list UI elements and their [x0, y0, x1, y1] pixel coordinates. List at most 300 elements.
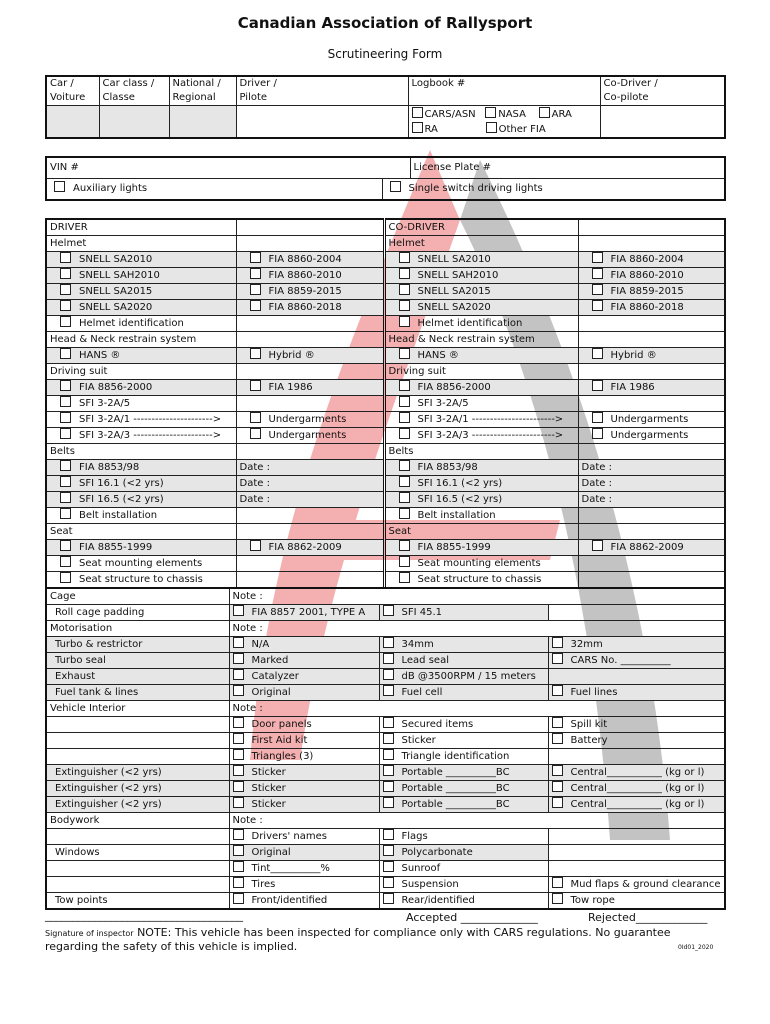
field-label: Portable __________BC: [401, 799, 510, 810]
door-panels-checkbox[interactable]: [233, 717, 244, 728]
field-label: Undergarments: [610, 414, 689, 425]
field-label: Drivers' names: [251, 831, 327, 842]
field-label: Other FIA: [498, 124, 546, 135]
table-cell: Helmet: [384, 236, 578, 252]
battery-checkbox[interactable]: [552, 733, 563, 744]
tint-checkbox[interactable]: [233, 861, 244, 872]
seat-mounting-checkbox[interactable]: [60, 556, 71, 567]
field-label: Original: [251, 687, 291, 698]
db-checkbox[interactable]: [383, 669, 394, 680]
table-cell: [382, 179, 725, 201]
front-identified-checkbox[interactable]: [233, 893, 244, 904]
field-label: Helmet identification: [417, 318, 523, 329]
table-cell: [46, 396, 236, 412]
field-label: FIA 8860-2010: [610, 270, 684, 281]
note-line-1: NOTE: This vehicle has been inspected for compliance only with CARS regulations. No guarantee: [137, 926, 671, 939]
table-cell: [229, 877, 379, 893]
table-cell: [384, 476, 578, 492]
co-sfi-161-checkbox[interactable]: [399, 476, 410, 487]
field-label: Flags: [401, 831, 428, 842]
vehicle-inspection-table: [45, 587, 726, 910]
table-cell: Driving suit: [46, 364, 236, 380]
co-snell-sah2010-checkbox[interactable]: [399, 268, 410, 279]
co-fia-8860-2010-checkbox[interactable]: [592, 268, 603, 279]
co-undergarments-checkbox-1[interactable]: [592, 412, 603, 423]
field-label: Sticker: [401, 735, 436, 746]
table-cell: Helmet: [46, 236, 236, 252]
field-label: FIA 8857 2001, TYPE A: [251, 607, 366, 618]
table-cell: [229, 765, 379, 781]
sfi-32a3-checkbox[interactable]: [60, 428, 71, 439]
table-cell: [578, 508, 725, 524]
table-cell: [236, 572, 384, 589]
table-cell: [384, 300, 578, 316]
field-label: Fuel lines: [570, 687, 618, 698]
field-label: Triangles (3): [251, 751, 314, 762]
snell-sa2015-checkbox[interactable]: [60, 284, 71, 295]
ext3-sticker-checkbox[interactable]: [233, 797, 244, 808]
table-cell: [46, 877, 229, 893]
tow-rope-checkbox[interactable]: [552, 893, 563, 904]
table-cell: [548, 893, 725, 910]
fia-8859-2015-checkbox[interactable]: [250, 284, 261, 295]
table-cell: Cage: [46, 588, 229, 605]
ext1-sticker-checkbox[interactable]: [233, 765, 244, 776]
snell-sah2010-checkbox[interactable]: [60, 268, 71, 279]
table-cell: [384, 412, 578, 428]
co-fia-8856-checkbox[interactable]: [399, 380, 410, 391]
field-label: 34mm: [401, 639, 434, 650]
field-label: Undergarments: [268, 430, 347, 441]
table-cell: [229, 605, 379, 621]
field-label: Portable __________BC: [401, 767, 510, 778]
co-fia-8860-2018-checkbox[interactable]: [592, 300, 603, 311]
sfi-32a5-checkbox[interactable]: [60, 396, 71, 407]
national-cell[interactable]: [169, 76, 236, 106]
fia-8853-checkbox[interactable]: [60, 460, 71, 471]
original-fuel-checkbox[interactable]: [233, 685, 244, 696]
polycarbonate-checkbox[interactable]: [383, 845, 394, 856]
fia-8860-2018-checkbox[interactable]: [250, 300, 261, 311]
table-cell: [379, 829, 548, 845]
table-cell: [578, 268, 725, 284]
field-label: Seat mounting elements: [417, 558, 541, 569]
co-hans-checkbox[interactable]: [399, 348, 410, 359]
drivers-names-checkbox[interactable]: [233, 829, 244, 840]
co-fia-8859-2015-checkbox[interactable]: [592, 284, 603, 295]
table-cell: [46, 749, 229, 765]
field-label: Co-pilote: [603, 92, 649, 103]
undergarments-checkbox-2[interactable]: [250, 428, 261, 439]
driver-cell[interactable]: [236, 76, 408, 106]
field-label: NASA: [498, 109, 526, 120]
field-label: FIA 8860-2004: [610, 254, 684, 265]
field-label: FIA 8860-2010: [268, 270, 342, 281]
secured-items-checkbox[interactable]: [383, 717, 394, 728]
nasa-checkbox[interactable]: [485, 107, 496, 118]
cars-asn-checkbox[interactable]: [412, 107, 423, 118]
field-label: SFI 16.1 (<2 yrs): [79, 478, 164, 489]
field-label: Original: [251, 847, 291, 858]
table-cell: [408, 106, 600, 139]
table-cell: Bodywork: [46, 813, 229, 829]
catalyzer-checkbox[interactable]: [233, 669, 244, 680]
table-cell: [46, 106, 99, 139]
table-cell: [384, 540, 578, 556]
co-helmet-id-checkbox[interactable]: [399, 316, 410, 327]
ext2-sticker-checkbox[interactable]: [233, 781, 244, 792]
table-cell: [600, 106, 725, 139]
table-cell: [229, 637, 379, 653]
ext1-central-checkbox[interactable]: [552, 765, 563, 776]
table-cell: [384, 556, 578, 572]
table-cell: [578, 348, 725, 364]
table-cell: [46, 348, 236, 364]
table-cell: [379, 637, 548, 653]
rear-identified-checkbox[interactable]: [383, 893, 394, 904]
ext2-portable-checkbox[interactable]: [383, 781, 394, 792]
field-label: Door panels: [251, 719, 312, 730]
sfi-165-checkbox[interactable]: [60, 492, 71, 503]
car-class-cell[interactable]: [99, 76, 169, 106]
table-cell: [236, 252, 384, 268]
table-cell: [229, 717, 379, 733]
table-cell: [578, 412, 725, 428]
table-cell: [236, 444, 384, 460]
helmet-id-checkbox[interactable]: [60, 316, 71, 327]
table-cell: [384, 396, 578, 412]
flags-checkbox[interactable]: [383, 829, 394, 840]
table-cell: [229, 669, 379, 685]
signature-label: Signature of inspector: [45, 929, 134, 938]
co-sfi-32a5-checkbox[interactable]: [399, 396, 410, 407]
field-label: First Aid kit: [251, 735, 308, 746]
field-label: FIA 8860-2004: [268, 254, 342, 265]
hans-checkbox[interactable]: [60, 348, 71, 359]
co-fia-8855-checkbox[interactable]: [399, 540, 410, 551]
spill-kit-checkbox[interactable]: [552, 717, 563, 728]
table-cell: [578, 332, 725, 348]
ext1-portable-checkbox[interactable]: [383, 765, 394, 776]
undergarments-checkbox-1[interactable]: [250, 412, 261, 423]
table-cell: [229, 749, 379, 765]
field-label: Central___________ (kg or l): [570, 783, 705, 794]
table-cell: [229, 653, 379, 669]
table-cell: [548, 669, 725, 685]
field-label: Sticker: [251, 783, 286, 794]
table-cell: [379, 749, 548, 765]
other-fia-checkbox[interactable]: [486, 122, 497, 133]
table-cell: Extinguisher (<2 yrs): [46, 765, 229, 781]
field-label: Triangle identification: [401, 751, 510, 762]
lead-seal-checkbox[interactable]: [383, 653, 394, 664]
table-cell: [229, 797, 379, 813]
car-cell[interactable]: [46, 76, 99, 106]
table-cell: Head & Neck restrain system: [384, 332, 578, 348]
field-label: Undergarments: [268, 414, 347, 425]
table-cell: [384, 508, 578, 524]
table-cell: [46, 179, 382, 201]
field-label: HANS ®: [79, 350, 121, 361]
table-cell: Fuel tank & lines: [46, 685, 229, 701]
sunroof-checkbox[interactable]: [383, 861, 394, 872]
table-cell: [46, 829, 229, 845]
table-cell: [229, 829, 379, 845]
ara-checkbox[interactable]: [539, 107, 550, 118]
vin-table: [45, 156, 726, 201]
fia-8862-checkbox[interactable]: [250, 540, 261, 551]
table-cell: [379, 717, 548, 733]
co-belt-installation-checkbox[interactable]: [399, 508, 410, 519]
co-undergarments-checkbox-2[interactable]: [592, 428, 603, 439]
table-cell: [384, 572, 578, 589]
co-fia-8862-checkbox[interactable]: [592, 540, 603, 551]
windows-original-checkbox[interactable]: [233, 845, 244, 856]
seat-structure-checkbox[interactable]: [60, 572, 71, 583]
table-cell: [236, 106, 408, 139]
34mm-checkbox[interactable]: [383, 637, 394, 648]
table-cell: Head & Neck restrain system: [46, 332, 236, 348]
table-cell: [236, 284, 384, 300]
field-label: Pilote: [239, 92, 268, 103]
suspension-checkbox[interactable]: [383, 877, 394, 888]
co-sfi-165-checkbox[interactable]: [399, 492, 410, 503]
triangle-id-checkbox[interactable]: [383, 749, 394, 760]
mud-flaps-checkbox[interactable]: [552, 877, 563, 888]
signature-line[interactable]: ____________________________________: [45, 909, 243, 922]
field-label: SFI 16.1 (<2 yrs): [417, 478, 503, 489]
table-cell: [236, 428, 384, 444]
table-cell: [578, 284, 725, 300]
table-cell: [229, 861, 379, 877]
table-cell: [384, 428, 578, 444]
table-cell: [46, 300, 236, 316]
table-cell: [236, 219, 384, 236]
field-label: FIA 1986: [610, 382, 655, 393]
codriver-cell[interactable]: [600, 76, 725, 106]
field-label: HANS ®: [417, 350, 459, 361]
table-cell: Roll cage padding: [46, 605, 229, 621]
table-cell: [379, 653, 548, 669]
table-cell: [578, 396, 725, 412]
table-cell: [548, 717, 725, 733]
field-label: SNELL SAH2010: [417, 270, 499, 281]
ext3-portable-checkbox[interactable]: [383, 797, 394, 808]
co-fia-8853-checkbox[interactable]: [399, 460, 410, 471]
field-label: Catalyzer: [251, 671, 299, 682]
table-cell: [46, 316, 236, 332]
field-label: FIA 8853/98: [417, 462, 478, 473]
snell-sa2010-checkbox[interactable]: [60, 252, 71, 263]
field-label: Belt installation: [417, 510, 496, 521]
table-cell: Vehicle Interior: [46, 701, 229, 717]
field-label: National /: [172, 78, 221, 89]
fia-8856-checkbox[interactable]: [60, 380, 71, 391]
table-cell: [578, 252, 725, 268]
table-cell: [548, 781, 725, 797]
table-cell: [548, 637, 725, 653]
field-label: Spill kit: [570, 719, 608, 730]
fia-8860-2004-checkbox[interactable]: [250, 252, 261, 263]
table-cell: [236, 556, 384, 572]
table-cell: Note :: [229, 588, 725, 605]
field-label: Mud flaps & ground clearance: [570, 879, 721, 890]
inspection-note: [45, 926, 671, 939]
table-cell: [46, 412, 236, 428]
table-cell: [548, 653, 725, 669]
sfi-161-checkbox[interactable]: [60, 476, 71, 487]
table-cell: [578, 572, 725, 589]
table-cell: [236, 412, 384, 428]
fuel-cell-checkbox[interactable]: [383, 685, 394, 696]
table-cell: Tow points: [46, 893, 229, 910]
fia-8860-2010-checkbox[interactable]: [250, 268, 261, 279]
table-cell: [379, 845, 548, 861]
table-cell: [548, 685, 725, 701]
ext2-central-checkbox[interactable]: [552, 781, 563, 792]
field-label: SNELL SA2020: [79, 302, 153, 313]
field-label: Regional: [172, 92, 216, 103]
driver-equipment-table: [45, 218, 726, 589]
table-cell: [236, 380, 384, 396]
form-code: 0Id01_2020: [678, 944, 714, 951]
first-aid-checkbox[interactable]: [233, 733, 244, 744]
table-cell: [236, 364, 384, 380]
field-label: FIA 8862-2009: [268, 542, 342, 553]
table-cell: Seat: [46, 524, 236, 540]
field-label: FIA 8856-2000: [79, 382, 153, 393]
single-switch-checkbox[interactable]: [390, 181, 401, 192]
triangles-checkbox[interactable]: [233, 749, 244, 760]
table-cell: [384, 380, 578, 396]
table-cell: [229, 781, 379, 797]
table-cell: [379, 669, 548, 685]
table-cell: [578, 316, 725, 332]
tires-checkbox[interactable]: [233, 877, 244, 888]
table-cell: [236, 332, 384, 348]
sfi-451-checkbox[interactable]: [383, 605, 394, 616]
table-cell: [46, 252, 236, 268]
ra-checkbox[interactable]: [412, 122, 423, 133]
table-cell: [236, 396, 384, 412]
snell-sa2020-checkbox[interactable]: [60, 300, 71, 311]
sfi-32a1-checkbox[interactable]: [60, 412, 71, 423]
auxiliary-lights-checkbox[interactable]: [54, 181, 65, 192]
belt-installation-checkbox[interactable]: [60, 508, 71, 519]
accepted-field[interactable]: Accepted ______________: [406, 911, 538, 924]
table-cell: [236, 348, 384, 364]
hybrid-checkbox[interactable]: [250, 348, 261, 359]
field-label: ARA: [551, 109, 572, 120]
co-snell-sa2015-checkbox[interactable]: [399, 284, 410, 295]
co-snell-sa2020-checkbox[interactable]: [399, 300, 410, 311]
field-label: Classe: [102, 92, 135, 103]
fia-8855-checkbox[interactable]: [60, 540, 71, 551]
field-label: Suspension: [401, 879, 459, 890]
co-fia-8860-2004-checkbox[interactable]: [592, 252, 603, 263]
32mm-checkbox[interactable]: [552, 637, 563, 648]
table-cell: Turbo seal: [46, 653, 229, 669]
co-snell-sa2010-checkbox[interactable]: [399, 252, 410, 263]
table-cell: [236, 316, 384, 332]
co-hybrid-checkbox[interactable]: [592, 348, 603, 359]
table-cell: [46, 540, 236, 556]
table-cell: [46, 284, 236, 300]
ext3-central-checkbox[interactable]: [552, 797, 563, 808]
field-label: Seat structure to chassis: [79, 574, 203, 585]
logbook-cell[interactable]: [408, 76, 600, 106]
fia-1986-checkbox[interactable]: [250, 380, 261, 391]
table-cell: Turbo & restrictor: [46, 637, 229, 653]
table-cell: [379, 877, 548, 893]
table-cell: [548, 797, 725, 813]
rejected-field[interactable]: Rejected_____________: [588, 911, 708, 924]
marked-checkbox[interactable]: [233, 653, 244, 664]
field-label: SFI 3-2A/5: [417, 398, 469, 409]
field-label: FIA 8856-2000: [417, 382, 491, 393]
vin-field[interactable]: VIN #: [46, 157, 410, 179]
table-cell: [379, 685, 548, 701]
field-label: 32mm: [570, 639, 603, 650]
field-label: Belt installation: [79, 510, 158, 521]
table-cell: [46, 492, 236, 508]
table-cell: [548, 829, 725, 845]
sticker-checkbox[interactable]: [383, 733, 394, 744]
na-checkbox[interactable]: [233, 637, 244, 648]
field-label: SFI 3-2A/5: [79, 398, 131, 409]
license-plate-field[interactable]: License Plate #: [410, 157, 725, 179]
field-label: Auxiliary lights: [73, 183, 148, 194]
field-label: Car class /: [102, 78, 155, 89]
table-cell: DRIVER: [46, 219, 236, 236]
table-cell: [379, 733, 548, 749]
field-label: Sticker: [251, 799, 286, 810]
field-label: FIA 1986: [268, 382, 313, 393]
co-seat-mounting-checkbox[interactable]: [399, 556, 410, 567]
table-cell: [379, 781, 548, 797]
table-cell: Date :: [578, 476, 725, 492]
table-cell: [229, 845, 379, 861]
co-sfi-32a3-checkbox[interactable]: [399, 428, 410, 439]
form-subtitle: Scrutineering Form: [327, 47, 443, 61]
co-sfi-32a1-checkbox[interactable]: [399, 412, 410, 423]
field-label: Driver /: [239, 78, 277, 89]
table-cell: [46, 733, 229, 749]
field-label: FIA 8860-2018: [268, 302, 342, 313]
fia-8857-checkbox[interactable]: [233, 605, 244, 616]
field-label: Co-Driver /: [603, 78, 658, 89]
co-fia-1986-checkbox[interactable]: [592, 380, 603, 391]
fuel-lines-checkbox[interactable]: [552, 685, 563, 696]
table-cell: Date :: [578, 460, 725, 476]
field-label: Sunroof: [401, 863, 441, 874]
co-seat-structure-checkbox[interactable]: [399, 572, 410, 583]
vehicle-info-table: [45, 75, 726, 139]
cars-no-checkbox[interactable]: [552, 653, 563, 664]
field-label: FIA 8853/98: [79, 462, 140, 473]
table-cell: [548, 845, 725, 861]
field-label: SNELL SA2010: [417, 254, 491, 265]
field-label: CARS No. __________: [570, 655, 671, 666]
table-cell: [379, 605, 548, 621]
field-label: SFI 16.5 (<2 yrs): [79, 494, 164, 505]
table-cell: [46, 508, 236, 524]
note-line-2: regarding the safety of this vehicle is implied.: [45, 940, 298, 953]
field-label: Fuel cell: [401, 687, 443, 698]
field-label: Seat structure to chassis: [417, 574, 542, 585]
field-label: Lead seal: [401, 655, 449, 666]
table-cell: [578, 236, 725, 252]
